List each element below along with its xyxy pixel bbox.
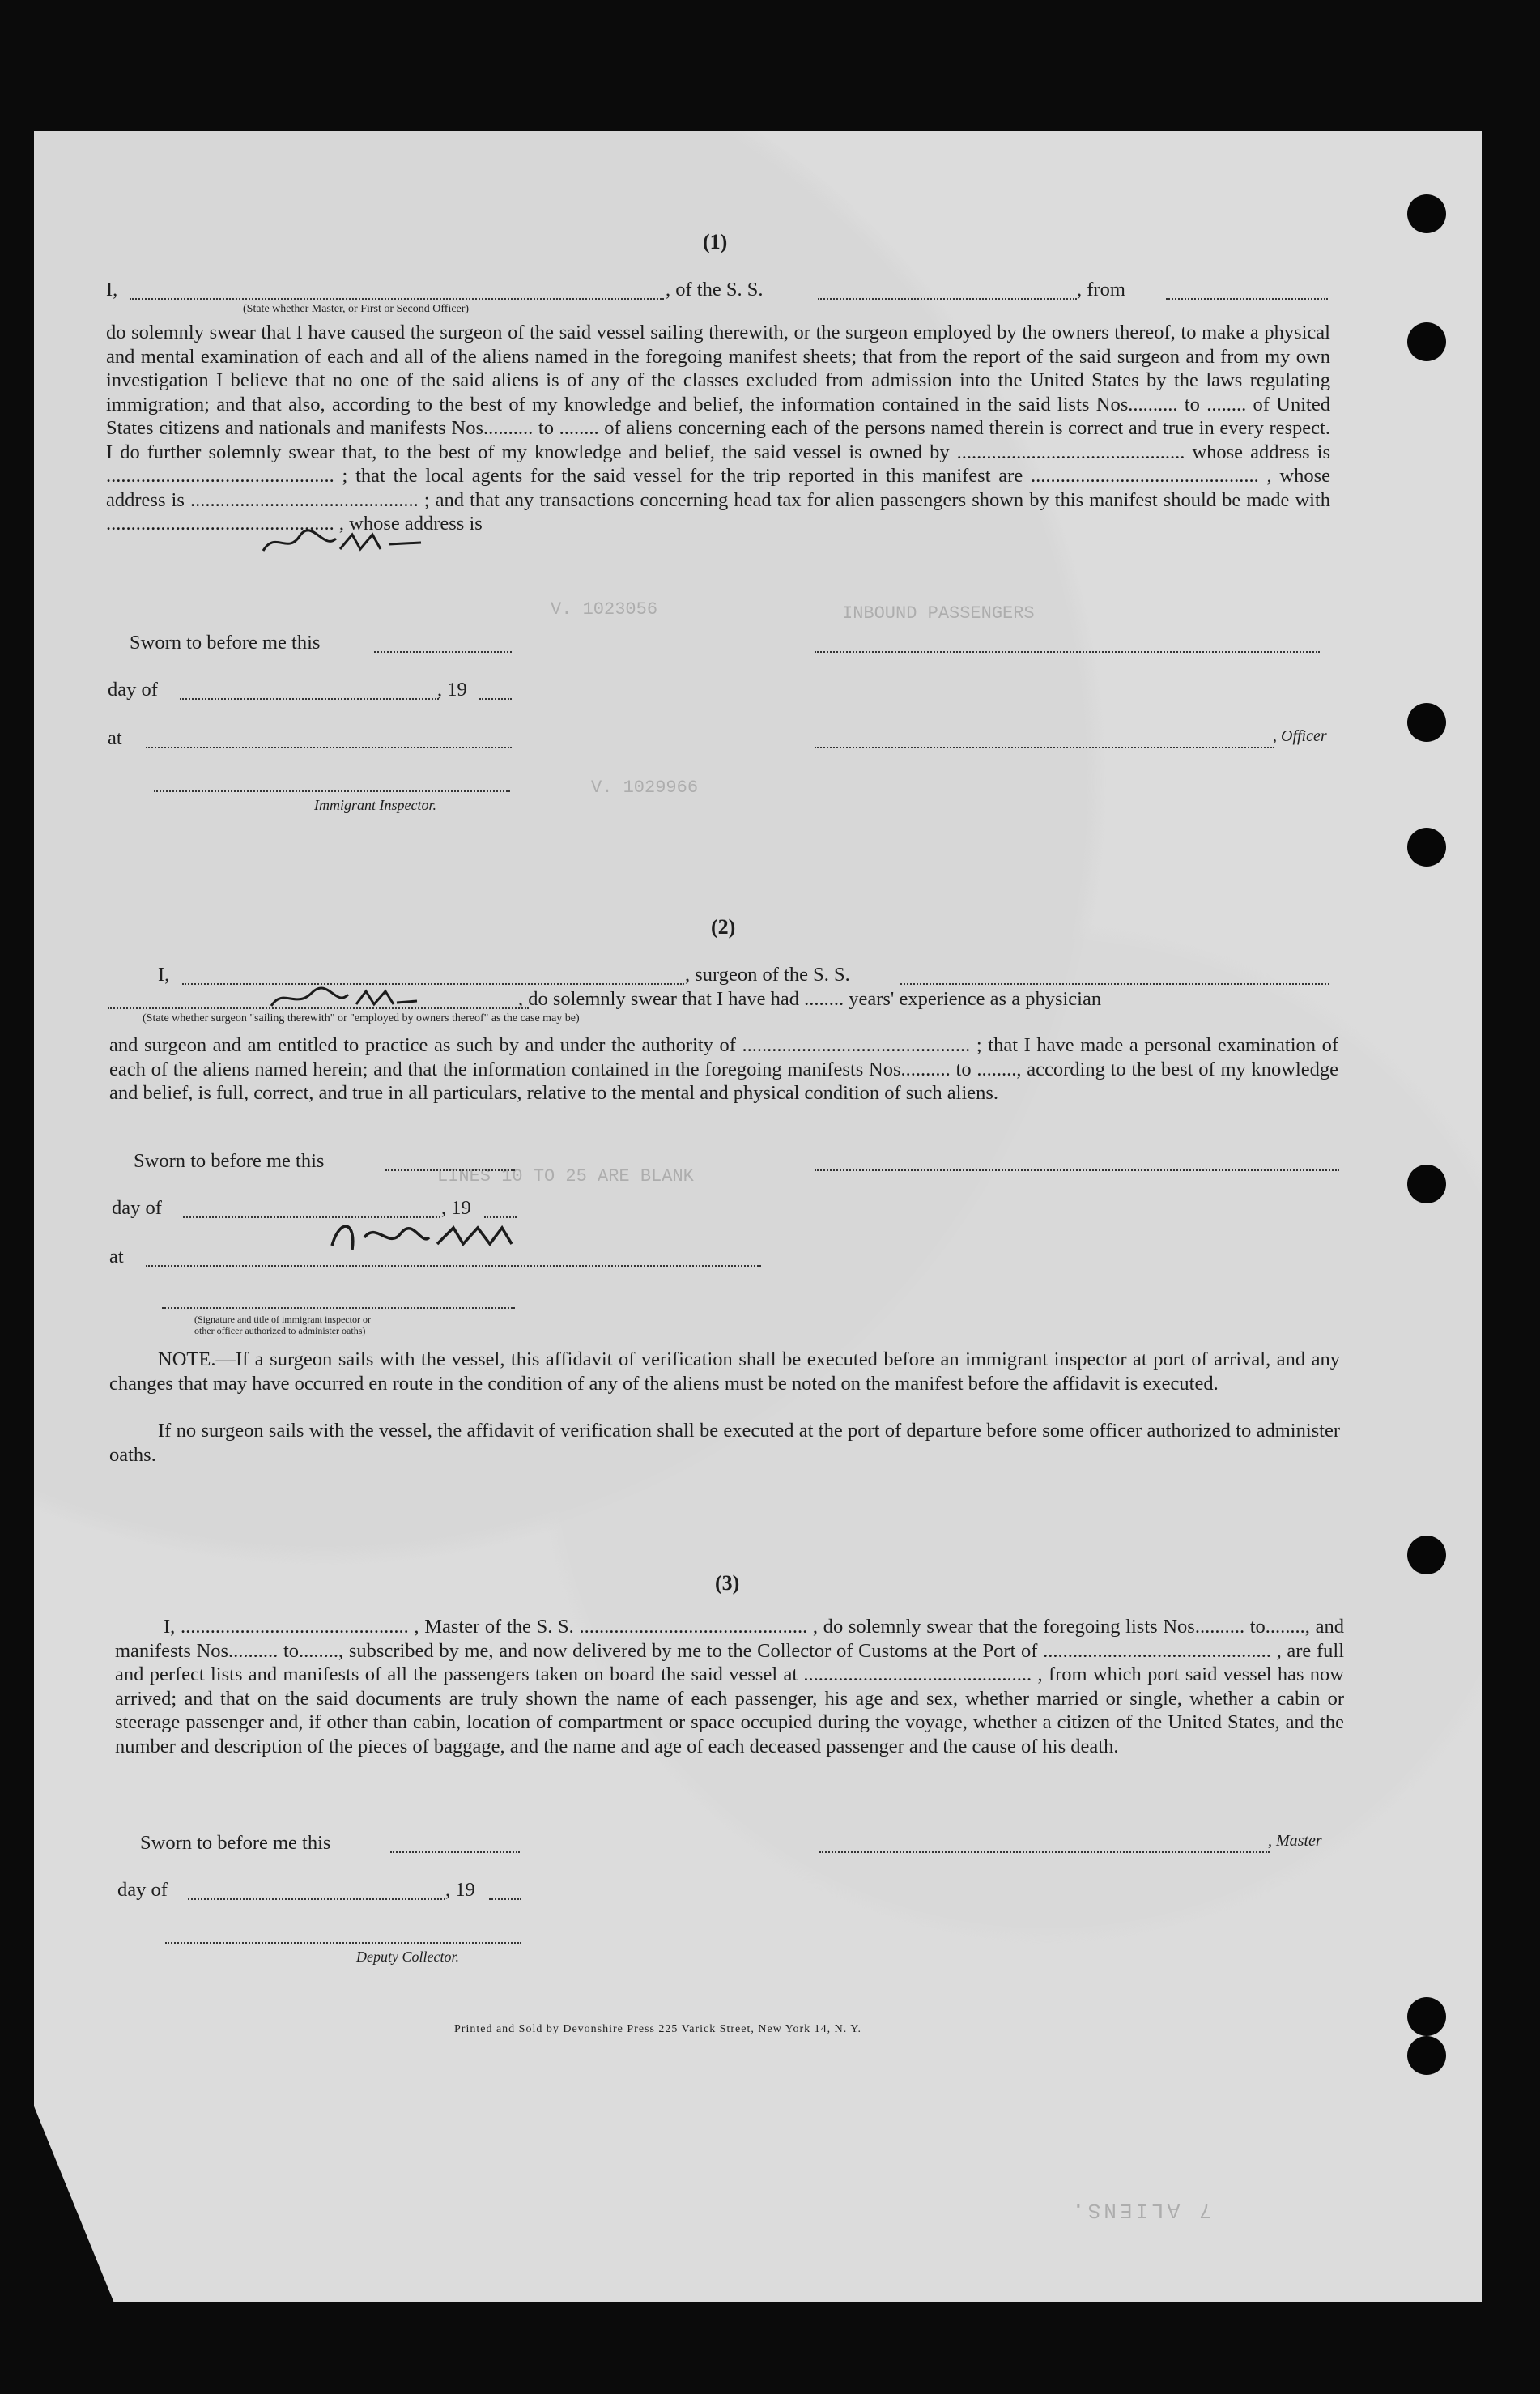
surgeon-signature-field [815,1169,1339,1171]
year-label-3: , 19 [445,1879,475,1901]
master-name-field [130,298,664,300]
handwritten-signature [267,983,421,1016]
note-paragraph-2: If no surgeon sails with the vessel, the affidavit of verification shall be executed at the port of departure before some officer authorized to administer oaths. [109,1420,1340,1466]
inspector-signature-field-2 [162,1307,515,1309]
section-1-line-start: I, [106,279,118,300]
experience-line: , do solemnly swear that I have had ........ years' experience as a physician [518,988,1102,1010]
bleed-through: INBOUND PASSENGERS [842,603,1035,624]
at-field-2 [146,1265,761,1267]
aliens-stamp: 7 ALIENS. [1069,2198,1212,2222]
day-of-label-1: day of [108,679,158,701]
punch-hole [1407,2036,1446,2075]
note-paragraph-1: NOTE.—If a surgeon sails with the vessel, this affidavit of verification shall be executed before an immigrant inspector at port of arrival, and any changes that may have occurred en route in the condition of any of the aliens must be noted on the manifest before the affidavit is executed. [109,1348,1340,1395]
surgeon-vessel-field [900,983,1329,985]
section-3-oath-text: I, .............................................. , Master of the S. S. .............................................. , do solemnly swear that the foregoing lists Nos.......... to........, and manifests Nos.......... to........, subscribed by me, and now delivered by me to the Collector of Customs at the Port of .............................................. , are full and perfect lists and manifests of all the passengers taken on board the said vessel at .............................................. , from which port said vessel has now arrived; and that on the said documents are truly shown the name of each passenger, his age and sex, whether married or single, whether a cabin or steerage passenger and, if other than cabin, location of compartment or space occupied during the voyage, whether a citizen of the United States, and the number and description of the pieces of baggage, and the name and age of each deceased passenger and the cause of his death. [115,1616,1344,1757]
section-2-line-start: I, [158,964,170,986]
officer-signature-field [815,747,1274,748]
punch-hole [1407,828,1446,867]
inspector-signature-field-1 [154,790,510,792]
from-port-field [1166,298,1328,300]
master-label: , Master [1268,1832,1322,1850]
day-field-3 [188,1898,445,1900]
sworn-field-1 [374,651,512,653]
bleed-through: V. 1023056 [551,599,658,620]
section-3-number: (3) [715,1571,740,1595]
sworn-label-1: Sworn to before me this [130,632,321,654]
year-field-3 [489,1898,521,1900]
surgeon-instruction: (State whether surgeon "sailing therewith" or "employed by owners thereof" as the case may be) [143,1012,580,1024]
section-1-number: (1) [703,230,728,253]
section-1-oath-text: do solemnly swear that I have caused the surgeon of the said vessel sailing therewith, or the surgeon employed by the owners thereof, to make a physical and mental examination of each and all of the aliens named in the foregoing manifest sheets; that from the report of the said surgeon and from my own investigation I believe that no one of the said aliens is of any of the classes excluded from admission into the United States by the laws regulating immigration; and that also, according to the best of my knowledge and belief, the information contained in the said lists Nos.......... to ........ of United States citizens and nationals and manifests Nos.......... to ........ of aliens concerning each of the persons named therein is correct and true in every respect. I do further solemnly swear that, to the best of my knowledge and belief, the said vessel is owned by .............................................. whose address is .............................................. ; that the local agents for the said vessel for the trip reported in this manifest are .............................................. , whose address is .............................................. ; and that any transactions concerning head tax for alien passengers shown by this manifest should be made with .............................................. , whose address is [106,322,1330,535]
bleed-through: V. 1029966 [591,777,699,798]
handwritten-signature [259,526,429,559]
day-field-1 [180,698,439,700]
officer-label: , Officer [1273,727,1327,745]
day-of-label-3: day of [117,1879,168,1901]
officer-instruction: (State whether Master, or First or Second Officer) [243,303,470,315]
section-1-vessel-label: , of the S. S. [666,279,764,300]
vessel-name-field [818,298,1077,300]
punch-hole [1407,1165,1446,1203]
surgeon-name-field [182,983,684,985]
officer-signature-field-top [815,651,1320,653]
surgeon-vessel-label: , surgeon of the S. S. [685,964,850,986]
at-label-2: at [109,1246,124,1267]
at-field-1 [146,747,512,748]
punch-hole [1407,1997,1446,2036]
sworn-label-2: Sworn to before me this [134,1150,325,1172]
signature-caption-line-1: (Signature and title of immigrant inspector or [194,1314,371,1325]
master-signature-field [819,1851,1270,1853]
day-of-label-2: day of [112,1197,162,1219]
bleed-through: LINES 10 TO 25 ARE BLANK [437,1166,694,1186]
section-1-from-label: , from [1077,279,1125,300]
section-2-number: (2) [711,915,736,939]
sworn-field-2 [385,1169,515,1171]
at-label-1: at [108,727,122,749]
collector-signature-field [165,1942,521,1944]
signature-caption-line-2: other officer authorized to administer oaths) [194,1325,366,1336]
year-field-1 [479,698,512,700]
punch-hole [1407,1536,1446,1574]
year-label-2: , 19 [441,1197,471,1219]
punch-hole [1407,322,1446,361]
punch-hole [1407,703,1446,742]
printer-footer: Printed and Sold by Devonshire Press 225 Varick Street, New York 14, N. Y. [454,2023,862,2035]
section-2-oath-text: and surgeon and am entitled to practice as such by and under the authority of .............................................. ; that I have made a personal examination of each of the aliens named herein; and that the information contained in the foregoing manifests Nos.......... to ........, according to the best of my knowledge and belief, is full, correct, and true in all particulars, relative to the mental and physical condition of such aliens. [109,1034,1338,1104]
sworn-label-3: Sworn to before me this [140,1832,331,1854]
immigrant-inspector-label: Immigrant Inspector. [314,797,436,813]
punch-hole [1407,194,1446,233]
year-label-1: , 19 [437,679,467,701]
sworn-field-3 [390,1851,520,1853]
handwritten-signature [324,1213,534,1262]
deputy-collector-label: Deputy Collector. [356,1949,459,1965]
